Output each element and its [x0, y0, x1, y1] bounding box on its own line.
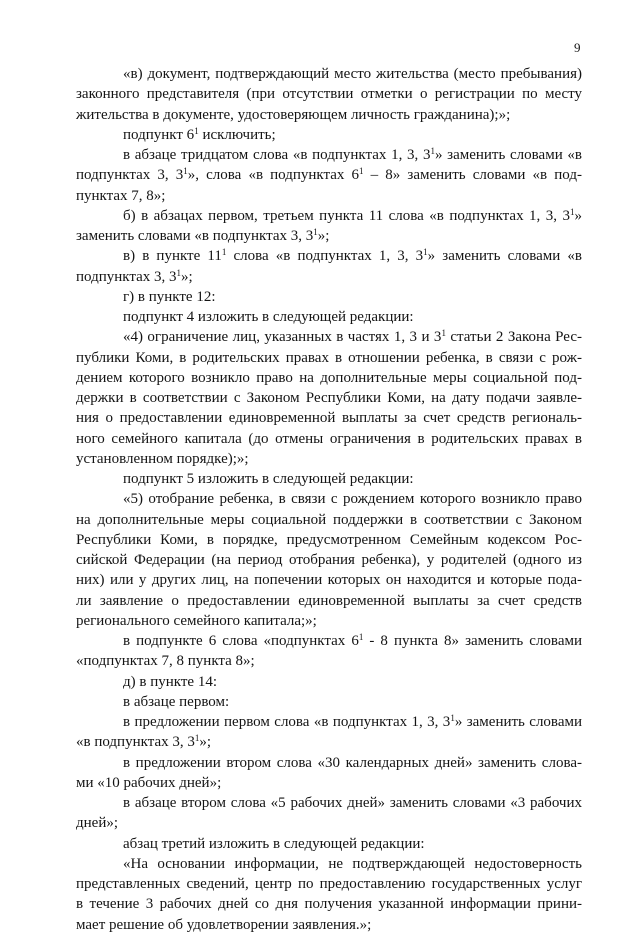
- page-number: 9: [574, 40, 581, 55]
- text-line: в течение 3 рабочих дней со дня получения указанной информации прини-: [76, 896, 582, 913]
- text-line: «подпунктах 7, 8 пункта 8»;: [76, 653, 255, 670]
- text-line: «в) документ, подтверждающий место жительства (место пребывания): [123, 66, 582, 82]
- text-line: «4) ограничение лиц, указанных в частях 1, 3 и $3^1$ статьи 2 Закона Рес-: [123, 328, 582, 346]
- text-line: «в подпунктах 3, $3^1$»;: [76, 733, 212, 751]
- text-line: них) или у других лиц, на попечении которых он находится и которые пода-: [76, 572, 582, 589]
- text-line: «5) отобрание ребенка, в связи с рождением которого возникло право: [123, 491, 582, 508]
- text-line: ния о предоставлении единовременной выплаты за счет средств региональ-: [76, 410, 582, 427]
- text-line: ного семейного капитала (до отмены ограничения в родительских правах в: [76, 430, 582, 447]
- text-line: «На основании информации, не подтверждающей недостоверность: [123, 855, 582, 872]
- text-line: подпункт 5 изложить в следующей редакции:: [123, 471, 414, 487]
- text-line: в абзаце первом:: [123, 693, 230, 710]
- text-line: регионального семейного капитала;»;: [76, 612, 317, 629]
- text-line: подпункт 4 изложить в следующей редакции:: [123, 309, 414, 325]
- text-line: д) в пункте 14:: [123, 673, 217, 690]
- text-line: дением которого возникло право на дополнительные меры социальной под-: [76, 369, 582, 386]
- text-line: держки в соответствии с Законом Республики Коми, на дату подачи заявле-: [76, 390, 582, 406]
- text-line: подпунктах 3, $3^1$», слова «в подпунктах $6^1 - 8$» заменить словами «в под-: [76, 166, 582, 184]
- text-line: мает решение об удовлетворении заявления.»;: [76, 916, 372, 933]
- text-line: в) в пункте $11^1$ слова «в подпунктах 1, 3, $3^1$» заменить словами «в: [123, 247, 582, 265]
- text-line: жительства в документе, удостоверяющем личность гражданина);»;: [76, 106, 511, 123]
- text-line: абзац третий изложить в следующей редакции:: [123, 835, 425, 852]
- text-line: в предложении первом слова «в подпунктах 1, 3, $3^1$» заменить словами: [123, 713, 582, 730]
- text-line: установленном порядке);»;: [76, 450, 249, 467]
- text-line: г) в пункте 12:: [123, 288, 216, 305]
- text-line: сийской Федерации (на период отобрания ребенка), у родителей (одного из: [76, 552, 582, 568]
- text-line: подпункт $6^1$ исключить;: [123, 125, 276, 143]
- text-line: в абзаце втором слова «5 рабочих дней» заменить словами «3 рабочих: [123, 795, 582, 811]
- text-line: Республики Коми, в порядке, предусмотренном Семейным кодексом Рос-: [76, 531, 582, 548]
- text-line: законного представителя (при отсутствии отметки о регистрации по месту: [76, 86, 582, 103]
- text-line: в подпункте 6 слова «подпунктах $6^1 - 8$ пункта 8» заменить словами: [123, 632, 582, 649]
- text-line: дней»;: [76, 815, 119, 832]
- text-line: на дополнительные меры социальной поддержки в соответствии с Законом: [76, 511, 582, 528]
- text-line: публики Коми, в родительских правах в отношении ребенка, в связи с рож-: [76, 349, 582, 366]
- text-line: б) в абзацах первом, третьем пункта 11 слова «в подпунктах 1, 3, $3^1$»: [123, 206, 582, 224]
- text-line: заменить словами «в подпунктах 3, $3^1$»;: [76, 227, 330, 244]
- document-body: [76, 64, 582, 935]
- text-line: подпунктах 3, $3^1$»;: [76, 267, 193, 285]
- text-line: представленных сведений, центр по предоставлению государственных услуг: [76, 876, 582, 892]
- text-line: ми «10 рабочих дней»;: [76, 774, 222, 791]
- text-line: в абзаце тридцатом слова «в подпунктах 1, 3, $3^1$» заменить словами «в: [123, 146, 582, 163]
- text-line: в предложении втором слова «30 календарных дней» заменить слова-: [123, 754, 582, 771]
- text-line: ли заявление о предоставлении единовременной выплаты за счет средств: [76, 592, 582, 609]
- text-line: пунктах 7, 8»;: [76, 187, 166, 204]
